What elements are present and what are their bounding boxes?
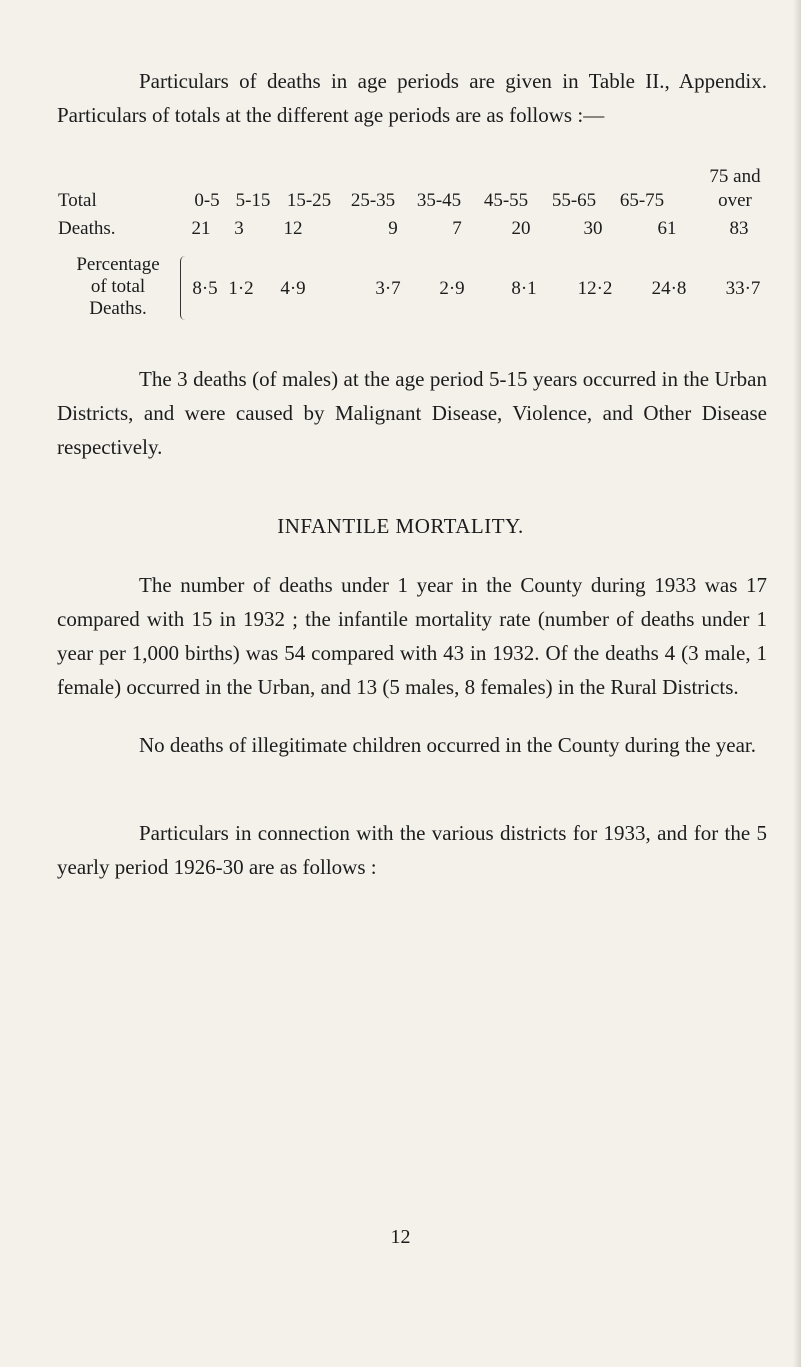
urban-deaths-paragraph: The 3 deaths (of males) at the age period 5-15 years occurred in the Urban Districts, and were caused by Malignant Disease, Violence, and Other Disease respectively.	[57, 367, 767, 459]
section-heading: INFANTILE MORTALITY.	[277, 514, 524, 538]
pct-label-line: of total	[90, 276, 146, 297]
illegitimate-paragraph: No deaths of illegitimate children occurred in the County during the year.	[139, 733, 756, 757]
page-edge-shadow	[793, 0, 801, 1367]
deaths-cell: 12	[283, 218, 303, 239]
deaths-cell: 21	[191, 218, 211, 239]
deaths-cell: 20	[511, 218, 531, 239]
bracket	[180, 256, 187, 320]
percentage-cell: 4·9	[280, 278, 306, 299]
pct-label-line: Deaths.	[89, 298, 147, 319]
header-cell: 45-55	[483, 190, 529, 211]
deaths-cell: 3	[234, 218, 244, 239]
row-label-percentage	[58, 254, 178, 320]
header-cell: 25-35	[350, 190, 396, 211]
percentage-cell: 12·2	[577, 278, 613, 299]
percentage-cell: 8·1	[511, 278, 537, 299]
deaths-cell: 7	[452, 218, 462, 239]
page-number: 12	[390, 1226, 411, 1248]
deaths-cell: 30	[583, 218, 603, 239]
percentage-cell: 33·7	[725, 278, 761, 299]
districts-paragraph: Particulars in connection with the various districts for 1933, and for the 5 yearly period 1926-30 are as follows :	[57, 821, 767, 879]
header-cell: 0-5	[194, 190, 220, 211]
deaths-cell: 83	[729, 218, 749, 239]
header-cell: 15-25	[286, 190, 332, 211]
intro-paragraph: Particulars of deaths in age periods are given in Table II., Appendix. Particulars of totals at the different age periods are as follows :—	[57, 69, 767, 127]
header-cell-75-top: 75 and	[709, 166, 761, 187]
deaths-cell: 61	[657, 218, 677, 239]
header-cell: 5-15	[235, 190, 271, 211]
percentage-cell: 8·5	[192, 278, 218, 299]
header-cell: 55-65	[551, 190, 597, 211]
percentage-cell: 1·2	[228, 278, 254, 299]
percentage-cell: 2·9	[439, 278, 465, 299]
percentage-cell: 3·7	[375, 278, 401, 299]
percentage-cell: 24·8	[651, 278, 687, 299]
row-label-total: Total	[58, 190, 97, 211]
header-cell-75-bottom: over	[718, 190, 752, 211]
pct-label-line: Percentage	[76, 254, 160, 275]
infantile-paragraph: The number of deaths under 1 year in the County during 1933 was 17 compared with 15 in 1932 ; the infantile mortality rate (number of deaths under 1 year per 1,000 births) was 54 compared with 43 in 1932. Of the deaths 4 (3 male, 1 female) occurred in the Urban, and 13 (5 males, 8 females) in the Rural Districts.	[57, 573, 767, 699]
header-cell: 35-45	[416, 190, 462, 211]
row-label-deaths: Deaths.	[58, 218, 116, 239]
header-cell: 65-75	[619, 190, 665, 211]
deaths-cell: 9	[388, 218, 398, 239]
